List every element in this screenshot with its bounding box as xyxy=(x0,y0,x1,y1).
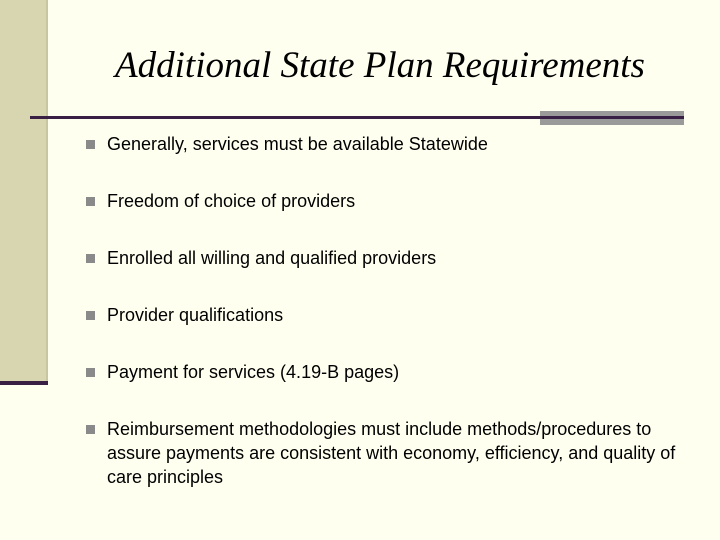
title-rule-overlay xyxy=(540,116,684,119)
bullet-item xyxy=(86,360,696,384)
bullet-text: Enrolled all willing and qualified providers xyxy=(107,248,437,268)
square-bullet-icon xyxy=(86,368,95,377)
bullet-item xyxy=(86,189,696,213)
bullet-text: Generally, services must be available Statewide xyxy=(107,134,488,154)
bullet-text: Provider qualifications xyxy=(107,305,284,325)
square-bullet-icon xyxy=(86,254,95,263)
left-decor-cap xyxy=(0,381,48,385)
bullet-item xyxy=(86,303,696,327)
left-decor-bar xyxy=(0,0,46,383)
bullet-item xyxy=(86,417,696,489)
bullet-text: Freedom of choice of providers xyxy=(107,191,356,211)
bullet-text: Reimbursement methodologies must include methods/procedures to assure payments are consistent with economy, efficiency, and quality of care principles xyxy=(107,419,676,487)
square-bullet-icon xyxy=(86,425,95,434)
bullet-list xyxy=(86,132,696,522)
left-decor-edge xyxy=(46,0,48,383)
bullet-item xyxy=(86,246,696,270)
bullet-text: Payment for services (4.19-B pages) xyxy=(107,362,400,382)
square-bullet-icon xyxy=(86,140,95,149)
bullet-item xyxy=(86,132,696,156)
square-bullet-icon xyxy=(86,311,95,320)
slide-title: Additional State Plan Requirements xyxy=(115,45,645,86)
square-bullet-icon xyxy=(86,197,95,206)
